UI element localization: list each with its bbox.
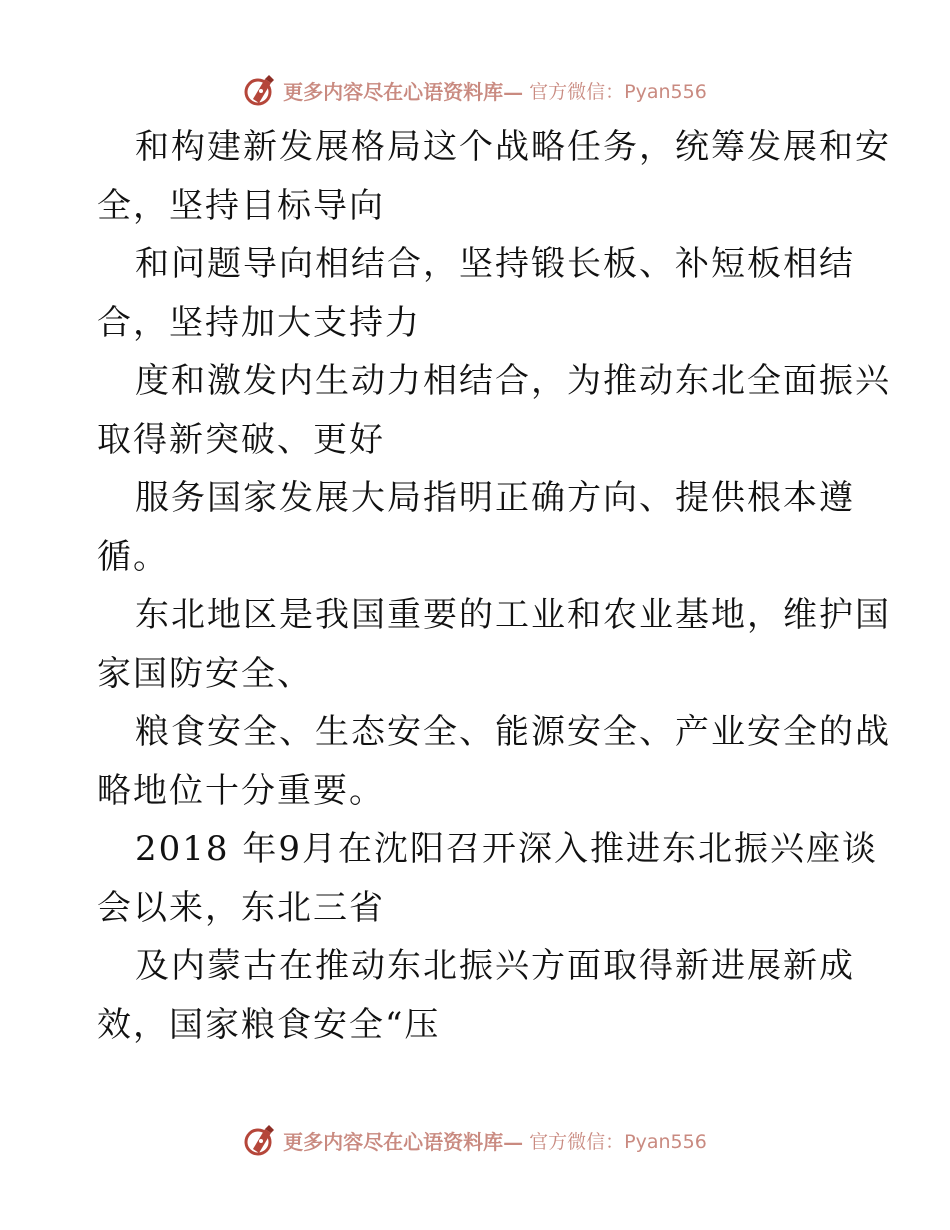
footer-wechat-text: 官方微信：Pyan556 (529, 1130, 707, 1153)
header-wechat-text: 官方微信：Pyan556 (529, 80, 707, 103)
footer-banner-inner (243, 1123, 707, 1157)
text-line: 2018 年9月在沈阳召开深入推进东北振兴座谈 (135, 829, 878, 869)
text-line: 和构建新发展格局这个战略任务，统筹发展和安 (135, 127, 891, 167)
text-line: 家国防安全、 (97, 653, 313, 694)
text-line: 取得新突破、更好 (97, 419, 385, 460)
document-body (97, 118, 891, 1054)
text-line: 及内蒙古在推动东北振兴方面取得新进展新成 (135, 946, 855, 986)
text-line: 略地位十分重要。 (97, 770, 385, 811)
header-banner (0, 70, 950, 110)
text-line: 东北地区是我国重要的工业和农业基地，维护国 (135, 595, 891, 635)
text-line: 度和激发内生动力相结合，为推动东北全面振兴 (135, 361, 891, 401)
text-line: 服务国家发展大局指明正确方向、提供根本遵 (135, 478, 855, 518)
header-banner-inner (243, 73, 707, 107)
text-line: 循。 (97, 536, 169, 577)
text-line: 合，坚持加大支持力 (97, 302, 421, 343)
header-banner-text: 更多内容尽在心语资料库— (283, 79, 524, 104)
text-line: 和问题导向相结合，坚持锻长板、补短板相结 (135, 244, 855, 284)
text-line: 粮食安全、生态安全、能源安全、产业安全的战 (135, 712, 891, 752)
text-line: 全，坚持目标导向 (97, 185, 385, 226)
footer-banner (0, 1120, 950, 1160)
footer-banner-text: 更多内容尽在心语资料库— (283, 1129, 524, 1154)
text-line: 效，国家粮食安全“压 (97, 1004, 441, 1045)
text-line: 会以来，东北三省 (97, 887, 385, 928)
pen-nib-logo-icon (243, 73, 277, 107)
pen-nib-logo-icon (243, 1123, 277, 1157)
